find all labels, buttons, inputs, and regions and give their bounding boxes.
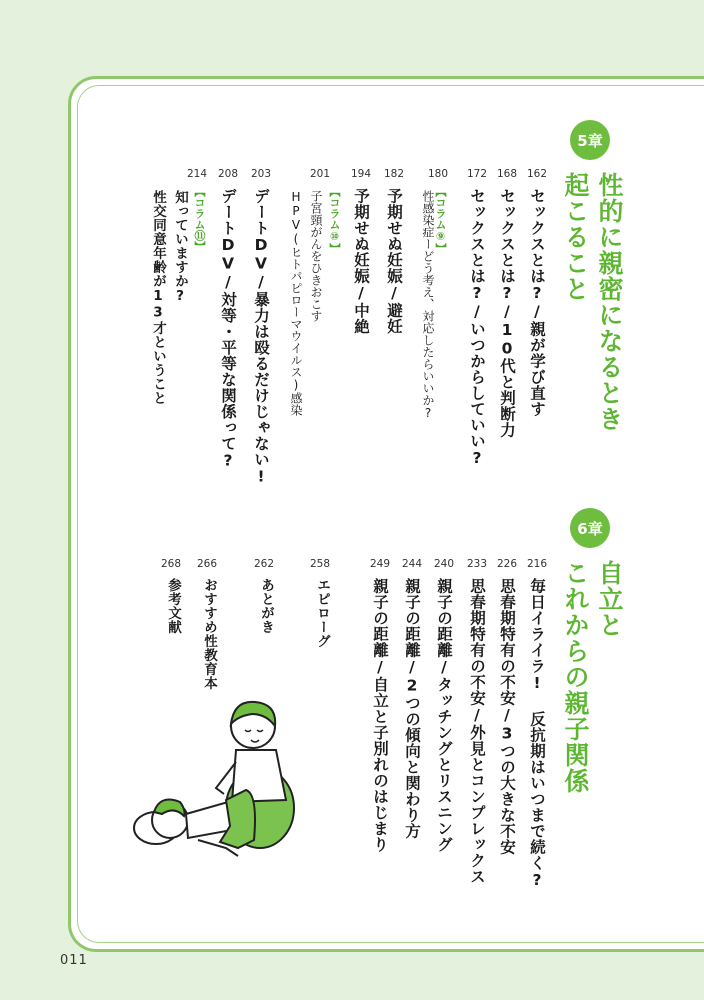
chapter5-title-line2: 起こること bbox=[561, 172, 590, 302]
chapter6-title-line2: これからの親子関係 bbox=[561, 560, 590, 794]
chapter5-title-line1: 性的に親密になるとき bbox=[595, 172, 624, 432]
chapter6-badge: 6章 bbox=[570, 508, 610, 548]
page-number: 182 bbox=[383, 168, 405, 180]
toc-entry[interactable]: 親子の距離/2つの傾向と関わり方 bbox=[403, 578, 421, 839]
page-number: 226 bbox=[496, 558, 518, 570]
toc-entry[interactable]: 予期せぬ妊娠/避妊 bbox=[385, 188, 403, 335]
page-number: 216 bbox=[526, 558, 548, 570]
page-number: 233 bbox=[466, 558, 488, 570]
page-number: 262 bbox=[253, 558, 275, 570]
toc-entry[interactable]: 思春期特有の不安/3つの大きな不安 bbox=[498, 578, 516, 855]
page-number: 201 bbox=[309, 168, 331, 180]
toc-entry[interactable]: 思春期特有の不安/外見とコンプレックス bbox=[468, 578, 486, 885]
toc-entry[interactable]: 性感染症ーどう考え、対応したらいいか? bbox=[421, 190, 435, 420]
page-folio: 011 bbox=[60, 953, 88, 968]
page-number: 244 bbox=[401, 558, 423, 570]
page-number: 249 bbox=[369, 558, 391, 570]
page-number: 258 bbox=[309, 558, 331, 570]
toc-entry[interactable]: 毎日イライラ! 反抗期はいつまで続く? bbox=[528, 578, 546, 890]
page-number: 194 bbox=[350, 168, 372, 180]
toc-entry[interactable]: デートDV/対等・平等な関係って? bbox=[219, 188, 237, 470]
toc-entry[interactable]: おすすめ性教育本 bbox=[201, 578, 217, 690]
page-number: 203 bbox=[250, 168, 272, 180]
toc-entry[interactable]: 親子の距離/タッチングとリスニング bbox=[435, 578, 453, 853]
page-number: 168 bbox=[496, 168, 518, 180]
page-number: 180 bbox=[427, 168, 449, 180]
page-number: 162 bbox=[526, 168, 548, 180]
toc-entry[interactable]: 性交同意年齢が13才ということ bbox=[150, 190, 166, 405]
page-number: 266 bbox=[196, 558, 218, 570]
toc-entry[interactable]: デートDV/暴力は殴るだけじゃない! bbox=[252, 188, 270, 486]
page-number: 268 bbox=[160, 558, 182, 570]
toc-entry[interactable]: 子宮頸がんをひきおこす bbox=[309, 190, 323, 322]
toc-entry[interactable]: 知っていますか? bbox=[172, 190, 188, 305]
chapter6-title-line1: 自立と bbox=[595, 560, 624, 638]
page-number: 172 bbox=[466, 168, 488, 180]
toc-entry[interactable]: セックスとは?/親が学び直す bbox=[528, 188, 546, 417]
toc-entry[interactable]: セックスとは?/10代と判断力 bbox=[498, 188, 516, 438]
column-label: 【コラム⑪】 bbox=[193, 186, 206, 252]
toc-entry[interactable]: エピローグ bbox=[314, 578, 330, 648]
page-number: 214 bbox=[186, 168, 208, 180]
toc-entry[interactable]: HPV(ヒトパピローマウイルス)感染 bbox=[289, 190, 303, 416]
parent-child-illustration bbox=[128, 690, 303, 865]
toc-entry[interactable]: セックスとは?/いつからしていい? bbox=[468, 188, 486, 468]
toc-entry[interactable]: 予期せぬ妊娠/中絶 bbox=[352, 188, 370, 335]
toc-entry[interactable]: あとがき bbox=[258, 578, 274, 634]
page-number: 240 bbox=[433, 558, 455, 570]
chapter5-badge: 5章 bbox=[570, 120, 610, 160]
toc-entry[interactable]: 親子の距離/自立と子別れのはじまり bbox=[371, 578, 389, 853]
column-label: 【コラム⑨】 bbox=[434, 186, 447, 254]
page-number: 208 bbox=[217, 168, 239, 180]
toc-entry[interactable]: 参考文献 bbox=[165, 578, 181, 634]
column-label: 【コラム⑩】 bbox=[328, 186, 341, 254]
